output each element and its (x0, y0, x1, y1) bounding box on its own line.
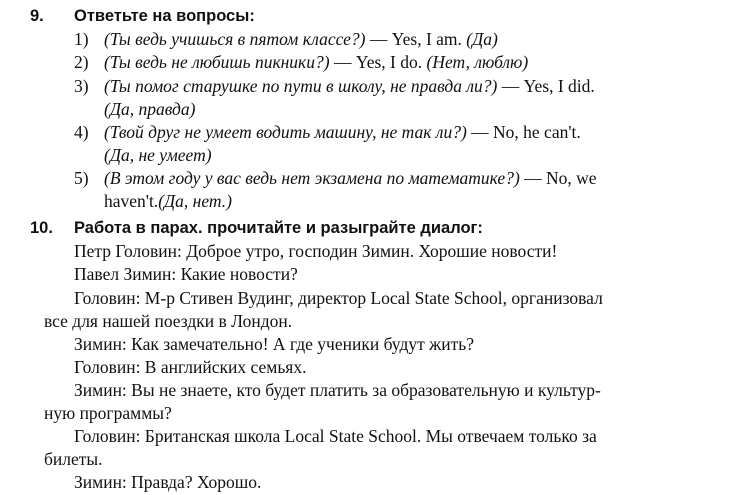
item-number: 2) (74, 52, 89, 72)
exercise-9-item-5-continuation (104, 191, 232, 211)
item-translation: (Да) (466, 29, 498, 49)
item-answer: Yes, I do. (355, 52, 423, 72)
item-question: (Ты помог старушке по пути в школу, не правда ли?) (104, 76, 498, 96)
dialogue-line: Головин: Британская школа Local State School. Мы отвечаем только за (74, 426, 597, 446)
dialogue-line-continuation: ную программы? (44, 403, 172, 423)
exercise-9-title: Ответьте на вопросы: (74, 7, 255, 25)
exercise-9-item-5 (74, 168, 597, 188)
dialogue-line: Головин: М-р Стивен Вудинг, директор Local State School, организовал (74, 288, 603, 308)
item-answer: Yes, I did. (523, 76, 595, 96)
dialogue-line-continuation: билеты. (44, 449, 103, 469)
dialogue-line: Зимин: Правда? Хорошо. (74, 472, 262, 492)
item-question: (В этом году у вас ведь нет экзамена по математике?) (104, 168, 520, 188)
exercise-10-number: 10. (30, 219, 53, 237)
dialogue-line: Зимин: Вы не знаете, кто будет платить за образовательную и культур- (74, 380, 601, 400)
exercise-9-item-1 (74, 29, 498, 49)
exercise-9-item-2 (74, 52, 528, 72)
item-translation: (Да, нет.) (158, 191, 232, 211)
item-question: (Ты ведь не любишь пикники?) (104, 52, 330, 72)
item-translation: (Нет, люблю) (426, 52, 529, 72)
item-dash: — (329, 52, 356, 72)
item-answer: No, he can't. (493, 122, 581, 142)
exercise-9-item-4 (74, 122, 581, 142)
item-answer: No, we (546, 168, 597, 188)
item-question: (Твой друг не умеет водить машину, не так ли?) (104, 122, 467, 142)
item-dash: — (365, 29, 392, 49)
item-answer-continued: haven't. (104, 191, 159, 211)
exercise-9-item-3-translation: (Да, правда) (104, 99, 196, 119)
exercise-9-number: 9. (30, 7, 44, 25)
item-answer: Yes, I am. (391, 29, 462, 49)
item-number: 3) (74, 76, 89, 96)
exercise-9-item-4-translation: (Да, не умеет) (104, 145, 212, 165)
dialogue-line: Головин: В английских семьях. (74, 357, 307, 377)
exercise-9-heading (30, 6, 255, 26)
exercise-10-heading (30, 218, 483, 238)
exercise-10-title: Работа в парах. прочитайте и разыграйте диалог: (74, 219, 483, 237)
item-dash: — (466, 122, 494, 142)
item-number: 1) (74, 29, 89, 49)
item-dash: — (497, 76, 524, 96)
item-dash: — (519, 168, 547, 188)
item-question: (Ты ведь учишься в пятом классе?) (104, 29, 366, 49)
dialogue-line: Петр Головин: Доброе утро, господин Зимин. Хорошие новости! (74, 241, 558, 261)
dialogue-line: Зимин: Как замечательно! А где ученики будут жить? (74, 334, 474, 354)
dialogue-line-continuation: все для нашей поездки в Лондон. (44, 311, 293, 331)
item-number: 5) (74, 168, 89, 188)
exercise-9-item-3 (74, 76, 595, 96)
dialogue-line: Павел Зимин: Какие новости? (74, 264, 298, 284)
item-number: 4) (74, 122, 89, 142)
